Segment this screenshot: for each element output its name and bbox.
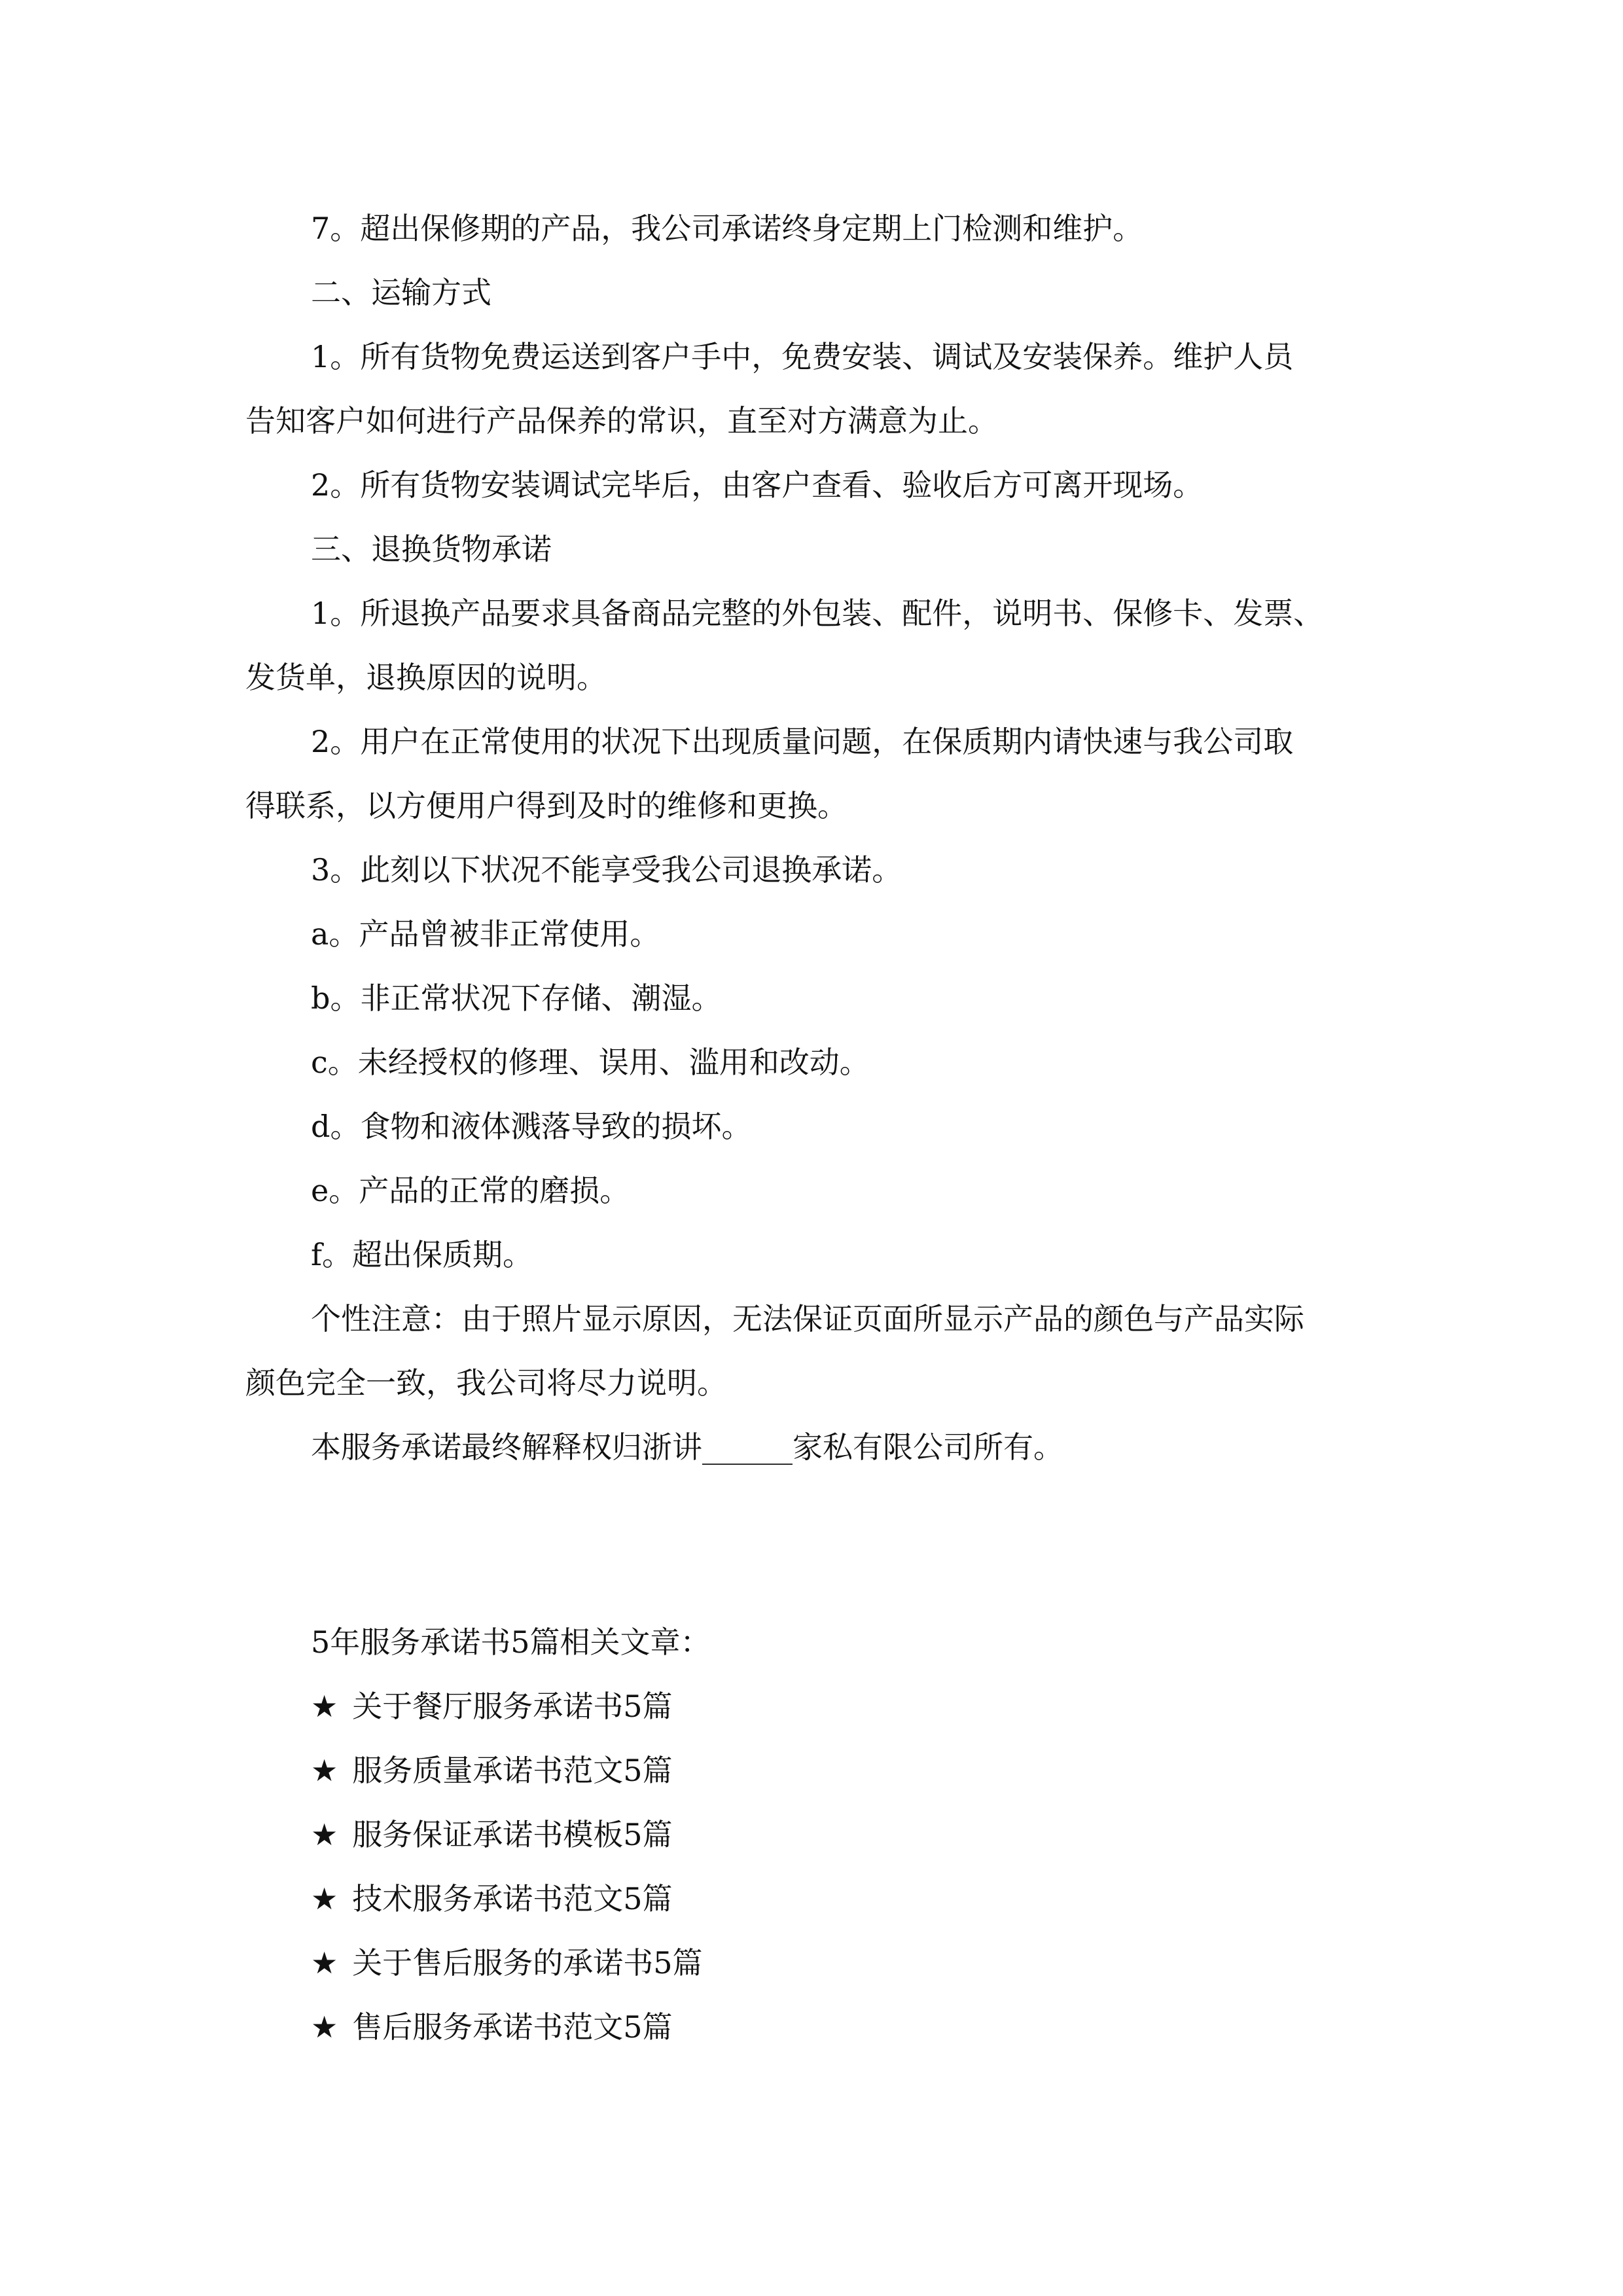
paragraph-text: 2。所有货物安装调试完毕后，由客户查看、验收后方可离开现场。	[311, 467, 1204, 503]
related-article-title: 关于售后服务的承诺书5篇	[352, 1945, 703, 1981]
related-article-title: 售后服务承诺书范文5篇	[352, 2009, 673, 2045]
star-icon: ★	[311, 1817, 338, 1852]
paragraph-text: 3。此刻以下状况不能享受我公司退换承诺。	[311, 852, 902, 888]
related-article-title: 技术服务承诺书范文5篇	[352, 1881, 673, 1916]
list-item: f。超出保质期。	[311, 1237, 533, 1272]
paragraph-text: 7。超出保修期的产品，我公司承诺终身定期上门检测和维护。	[311, 211, 1143, 246]
list-item: d。食物和液体溅落导致的损坏。	[311, 1109, 752, 1144]
star-icon: ★	[311, 1945, 338, 1981]
related-article-link[interactable]	[245, 1867, 1391, 1931]
paragraph-text: 1。所有货物免费运送到客户手中，免费安装、调试及安装保养。维护人员	[311, 339, 1294, 374]
related-article-title: 关于餐厅服务承诺书5篇	[352, 1689, 673, 1724]
star-icon: ★	[311, 1881, 338, 1916]
star-icon: ★	[311, 1753, 338, 1788]
related-article-link[interactable]	[245, 1803, 1391, 1867]
star-icon: ★	[311, 2009, 338, 2045]
section-heading: 二、运输方式	[311, 275, 491, 310]
list-item: b。非正常状况下存储、潮湿。	[311, 980, 722, 1016]
list-item: c。未经授权的修理、误用、滥用和改动。	[311, 1045, 870, 1080]
list-item: e。产品的正常的磨损。	[311, 1173, 630, 1208]
paragraph-text: 发货单，退换原因的说明。	[245, 660, 607, 695]
related-article-link[interactable]	[245, 1674, 1391, 1738]
document-body	[245, 196, 1391, 2059]
related-article-link[interactable]	[245, 1738, 1391, 1803]
related-article-title: 服务质量承诺书范文5篇	[352, 1753, 673, 1788]
section-spacer	[245, 1479, 1391, 1610]
paragraph-text: 2。用户在正常使用的状况下出现质量问题，在保质期内请快速与我公司取	[311, 724, 1294, 759]
section-heading: 三、退换货物承诺	[311, 531, 552, 567]
related-article-link[interactable]	[245, 1931, 1391, 1995]
related-article-link[interactable]	[245, 1995, 1391, 2059]
star-icon: ★	[311, 1689, 338, 1724]
paragraph-text: 得联系，以方便用户得到及时的维修和更换。	[245, 788, 847, 823]
notice-paragraph: 颜色完全一致，我公司将尽力说明。	[245, 1365, 727, 1401]
list-item: a。产品曾被非正常使用。	[311, 916, 660, 952]
paragraph-text: 告知客户如何进行产品保养的常识，直至对方满意为止。	[245, 403, 998, 439]
notice-paragraph: 个性注意：由于照片显示原因，无法保证页面所显示产品的颜色与产品实际	[311, 1301, 1304, 1336]
related-articles-title: 5年服务承诺书5篇相关文章：	[311, 1624, 711, 1660]
closing-statement: 本服务承诺最终解释权归浙讲______家私有限公司所有。	[311, 1429, 1063, 1465]
related-article-title: 服务保证承诺书模板5篇	[352, 1817, 673, 1852]
paragraph-text: 1。所退换产品要求具备商品完整的外包装、配件，说明书、保修卡、发票、	[311, 596, 1324, 631]
